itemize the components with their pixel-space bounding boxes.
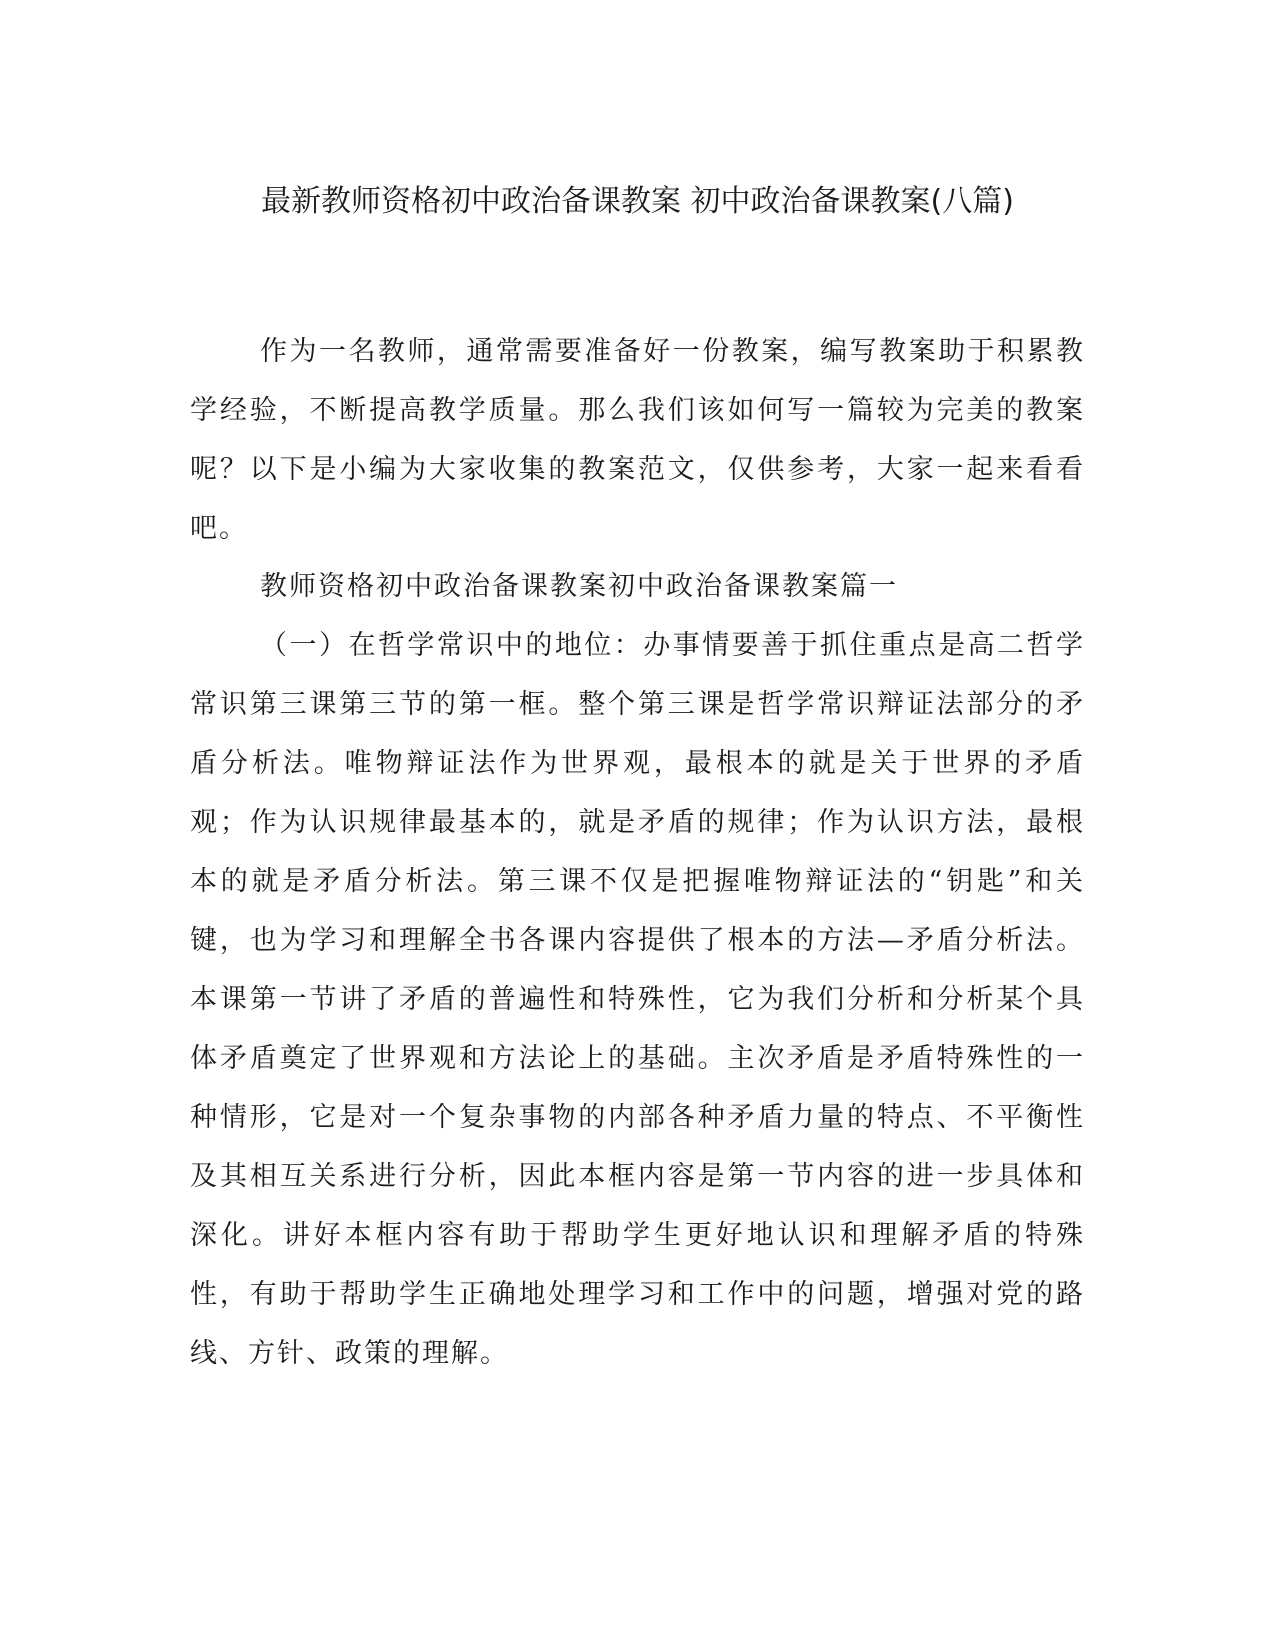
section-heading: 教师资格初中政治备课教案初中政治备课教案篇一	[260, 571, 898, 602]
section-paragraph: （一）在哲学常识中的地位：办事情要善于抓住重点是高二哲学常识第三课第三节的第一框。整个第三课是哲学常识辩证法部分的矛盾分析法。唯物辩证法作为世界观，最根本的就是关于世界的矛盾观；作为认识规律最基本的，就是矛盾的规律；作为认识方法，最根本的就是矛盾分析法。第三课不仅是把握唯物辩证法的“钥匙”和关键，也为学习和理解全书各课内容提供了根本的方法—矛盾分析法。本课第一节讲了矛盾的普遍性和特殊性，它为我们分析和分析某个具体矛盾奠定了世界观和方法论上的基础。主次矛盾是矛盾特殊性的一种情形，它是对一个复杂事物的内部各种矛盾力量的特点、不平衡性及其相互关系进行分析，因此本框内容是第一节内容的进一步具体和深化。讲好本框内容有助于帮助学生更好地认识和理解矛盾的特殊性，有助于帮助学生正确地处理学习和工作中的问题，增强对党的路线、方针、政策的理解。	[190, 630, 1085, 1369]
intro-paragraph: 作为一名教师，通常需要准备好一份教案，编写教案助于积累教学经验，不断提高教学质量。那么我们该如何写一篇较为完美的教案呢？以下是小编为大家收集的教案范文，仅供参考，大家一起来看看吧。	[190, 336, 1085, 544]
document-title: 最新教师资格初中政治备课教案 初中政治备课教案(八篇)	[261, 184, 1014, 219]
